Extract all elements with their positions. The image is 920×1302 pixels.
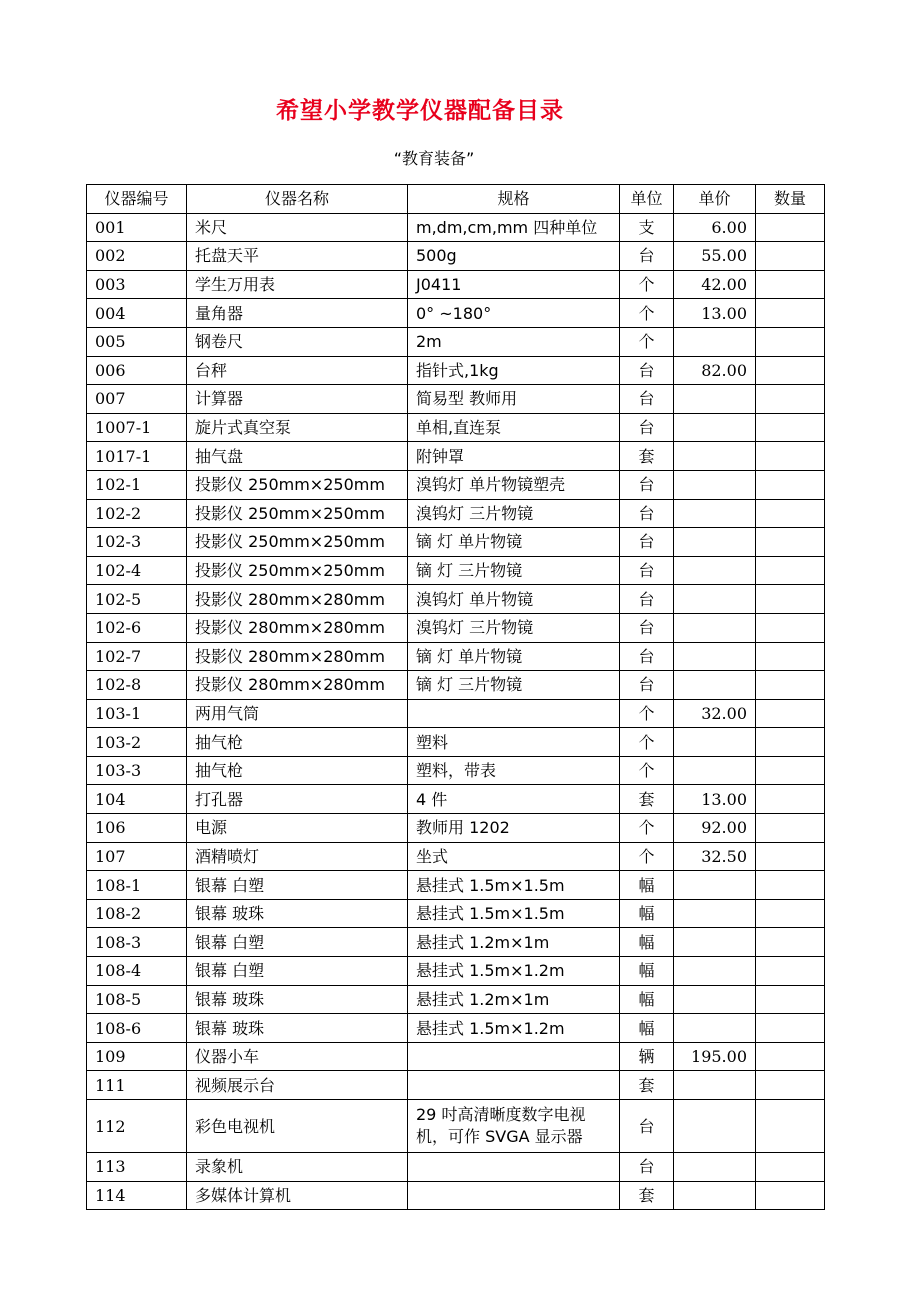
cell-price: 32.00	[674, 699, 756, 728]
cell-unit: 套	[620, 1071, 674, 1100]
cell-spec: 29 吋高清晰度数字电视机，可作 SVGA 显示器	[408, 1100, 620, 1153]
header-price: 单价	[674, 185, 756, 214]
table-row	[87, 327, 825, 356]
cell-price: 195.00	[674, 1042, 756, 1071]
table-row	[87, 585, 825, 614]
cell-spec: 镝 灯 三片物镜	[408, 671, 620, 700]
header-qty: 数量	[756, 185, 825, 214]
cell-unit: 个	[620, 728, 674, 757]
cell-unit: 台	[620, 470, 674, 499]
cell-price	[674, 327, 756, 356]
table-row	[87, 299, 825, 328]
cell-name: 两用气筒	[187, 699, 408, 728]
cell-code: 107	[87, 842, 187, 871]
cell-qty	[756, 671, 825, 700]
cell-unit: 台	[620, 385, 674, 414]
cell-price	[674, 585, 756, 614]
cell-spec: 悬挂式 1.5m×1.5m	[408, 899, 620, 928]
cell-code: 108-2	[87, 899, 187, 928]
cell-qty	[756, 1042, 825, 1071]
cell-spec: 指针式,1kg	[408, 356, 620, 385]
cell-price: 92.00	[674, 814, 756, 843]
cell-price	[674, 613, 756, 642]
table-row	[87, 699, 825, 728]
cell-code: 004	[87, 299, 187, 328]
cell-qty	[756, 699, 825, 728]
table-row	[87, 814, 825, 843]
cell-spec: 简易型 教师用	[408, 385, 620, 414]
cell-name: 电源	[187, 814, 408, 843]
cell-code: 007	[87, 385, 187, 414]
cell-code: 109	[87, 1042, 187, 1071]
cell-spec	[408, 1071, 620, 1100]
table-row	[87, 442, 825, 471]
cell-name: 学生万用表	[187, 270, 408, 299]
cell-qty	[756, 1100, 825, 1153]
table-row	[87, 499, 825, 528]
cell-price	[674, 899, 756, 928]
cell-price	[674, 957, 756, 986]
cell-code: 1017-1	[87, 442, 187, 471]
table-row	[87, 1014, 825, 1043]
cell-name: 投影仪 280mm×280mm	[187, 671, 408, 700]
cell-unit: 幅	[620, 928, 674, 957]
cell-unit: 台	[620, 642, 674, 671]
cell-spec: 塑料，带表	[408, 756, 620, 785]
cell-name: 托盘天平	[187, 242, 408, 271]
cell-name: 视频展示台	[187, 1071, 408, 1100]
cell-price	[674, 442, 756, 471]
table-row	[87, 413, 825, 442]
cell-code: 108-3	[87, 928, 187, 957]
cell-qty	[756, 613, 825, 642]
cell-unit: 幅	[620, 957, 674, 986]
cell-unit: 台	[620, 413, 674, 442]
cell-unit: 个	[620, 699, 674, 728]
cell-code: 102-7	[87, 642, 187, 671]
cell-name: 钢卷尺	[187, 327, 408, 356]
cell-spec: 坐式	[408, 842, 620, 871]
cell-code: 108-4	[87, 957, 187, 986]
cell-code: 108-1	[87, 871, 187, 900]
page-title: 希望小学教学仪器配备目录	[276, 98, 564, 124]
cell-spec: 悬挂式 1.2m×1m	[408, 985, 620, 1014]
table-row	[87, 928, 825, 957]
table-row	[87, 756, 825, 785]
cell-code: 102-4	[87, 556, 187, 585]
cell-unit: 台	[620, 356, 674, 385]
cell-qty	[756, 299, 825, 328]
cell-spec: 500g	[408, 242, 620, 271]
cell-price	[674, 413, 756, 442]
table-row	[87, 385, 825, 414]
cell-qty	[756, 642, 825, 671]
cell-spec: 镝 灯 三片物镜	[408, 556, 620, 585]
table-row	[87, 985, 825, 1014]
cell-qty	[756, 1014, 825, 1043]
cell-unit: 台	[620, 585, 674, 614]
cell-price	[674, 985, 756, 1014]
table-row	[87, 671, 825, 700]
cell-name: 银幕 玻珠	[187, 1014, 408, 1043]
cell-qty	[756, 785, 825, 814]
cell-code: 104	[87, 785, 187, 814]
cell-qty	[756, 899, 825, 928]
equipment-table	[86, 184, 825, 1210]
cell-code: 108-6	[87, 1014, 187, 1043]
table-row	[87, 871, 825, 900]
cell-spec: 悬挂式 1.2m×1m	[408, 928, 620, 957]
cell-unit: 支	[620, 213, 674, 242]
table-row	[87, 356, 825, 385]
table-row	[87, 1071, 825, 1100]
cell-name: 量角器	[187, 299, 408, 328]
cell-spec: 溴钨灯 单片物镜塑壳	[408, 470, 620, 499]
table-row	[87, 613, 825, 642]
cell-spec: 教师用 1202	[408, 814, 620, 843]
cell-name: 投影仪 250mm×250mm	[187, 499, 408, 528]
cell-code: 102-8	[87, 671, 187, 700]
cell-unit: 套	[620, 785, 674, 814]
cell-price: 32.50	[674, 842, 756, 871]
cell-price	[674, 470, 756, 499]
cell-qty	[756, 957, 825, 986]
table-row	[87, 270, 825, 299]
table-row	[87, 785, 825, 814]
cell-code: 103-2	[87, 728, 187, 757]
cell-qty	[756, 270, 825, 299]
cell-price: 6.00	[674, 213, 756, 242]
cell-price	[674, 756, 756, 785]
table-row	[87, 899, 825, 928]
cell-price	[674, 671, 756, 700]
cell-qty	[756, 242, 825, 271]
cell-unit: 幅	[620, 985, 674, 1014]
cell-unit: 台	[620, 556, 674, 585]
cell-qty	[756, 528, 825, 557]
cell-unit: 幅	[620, 871, 674, 900]
cell-spec: 0° ~180°	[408, 299, 620, 328]
table-row	[87, 1100, 825, 1153]
cell-price	[674, 1153, 756, 1182]
cell-code: 003	[87, 270, 187, 299]
cell-price: 42.00	[674, 270, 756, 299]
cell-spec: 塑料	[408, 728, 620, 757]
header-code: 仪器编号	[87, 185, 187, 214]
cell-qty	[756, 756, 825, 785]
cell-name: 投影仪 250mm×250mm	[187, 556, 408, 585]
cell-code: 103-3	[87, 756, 187, 785]
table-row	[87, 213, 825, 242]
table-row	[87, 528, 825, 557]
cell-name: 打孔器	[187, 785, 408, 814]
table-body	[87, 213, 825, 1210]
cell-code: 006	[87, 356, 187, 385]
cell-code: 113	[87, 1153, 187, 1182]
table-row	[87, 470, 825, 499]
table-row	[87, 1153, 825, 1182]
cell-name: 仪器小车	[187, 1042, 408, 1071]
cell-name: 台秤	[187, 356, 408, 385]
cell-spec: 附钟罩	[408, 442, 620, 471]
table-row	[87, 642, 825, 671]
cell-unit: 台	[620, 242, 674, 271]
cell-unit: 套	[620, 1181, 674, 1210]
cell-code: 111	[87, 1071, 187, 1100]
cell-qty	[756, 470, 825, 499]
table-row	[87, 957, 825, 986]
cell-unit: 个	[620, 842, 674, 871]
cell-spec: 悬挂式 1.5m×1.2m	[408, 957, 620, 986]
cell-code: 102-2	[87, 499, 187, 528]
cell-code: 002	[87, 242, 187, 271]
header-unit: 单位	[620, 185, 674, 214]
cell-unit: 个	[620, 756, 674, 785]
cell-name: 投影仪 280mm×280mm	[187, 642, 408, 671]
table-row	[87, 842, 825, 871]
cell-qty	[756, 985, 825, 1014]
cell-price	[674, 642, 756, 671]
cell-name: 旋片式真空泵	[187, 413, 408, 442]
cell-unit: 台	[620, 1153, 674, 1182]
cell-qty	[756, 1153, 825, 1182]
page-subtitle: “教育装备”	[393, 149, 475, 168]
cell-price	[674, 556, 756, 585]
table-row	[87, 1042, 825, 1071]
header-name: 仪器名称	[187, 185, 408, 214]
table-row	[87, 728, 825, 757]
cell-price: 13.00	[674, 299, 756, 328]
cell-unit: 个	[620, 270, 674, 299]
cell-spec: 2m	[408, 327, 620, 356]
cell-qty	[756, 442, 825, 471]
cell-code: 102-6	[87, 613, 187, 642]
cell-spec: 悬挂式 1.5m×1.2m	[408, 1014, 620, 1043]
cell-name: 计算器	[187, 385, 408, 414]
cell-qty	[756, 1071, 825, 1100]
cell-qty	[756, 1181, 825, 1210]
cell-price: 82.00	[674, 356, 756, 385]
cell-spec	[408, 1042, 620, 1071]
cell-price	[674, 385, 756, 414]
cell-spec: 4 件	[408, 785, 620, 814]
cell-code: 112	[87, 1100, 187, 1153]
cell-name: 彩色电视机	[187, 1100, 408, 1153]
cell-name: 投影仪 250mm×250mm	[187, 528, 408, 557]
cell-price	[674, 1181, 756, 1210]
cell-name: 抽气枪	[187, 756, 408, 785]
cell-unit: 个	[620, 327, 674, 356]
cell-qty	[756, 871, 825, 900]
cell-unit: 台	[620, 528, 674, 557]
cell-name: 银幕 白塑	[187, 871, 408, 900]
cell-name: 银幕 白塑	[187, 928, 408, 957]
cell-price	[674, 928, 756, 957]
cell-unit: 台	[620, 613, 674, 642]
cell-code: 001	[87, 213, 187, 242]
cell-name: 投影仪 250mm×250mm	[187, 470, 408, 499]
cell-spec: 镝 灯 单片物镜	[408, 528, 620, 557]
cell-spec: 溴钨灯 单片物镜	[408, 585, 620, 614]
cell-code: 102-3	[87, 528, 187, 557]
cell-price: 13.00	[674, 785, 756, 814]
cell-spec	[408, 1153, 620, 1182]
cell-qty	[756, 842, 825, 871]
cell-code: 102-1	[87, 470, 187, 499]
table-header-row	[87, 185, 825, 214]
cell-unit: 台	[620, 1100, 674, 1153]
cell-qty	[756, 499, 825, 528]
cell-code: 106	[87, 814, 187, 843]
cell-name: 酒精喷灯	[187, 842, 408, 871]
cell-qty	[756, 213, 825, 242]
cell-qty	[756, 556, 825, 585]
table-row	[87, 1181, 825, 1210]
cell-name: 银幕 玻珠	[187, 899, 408, 928]
cell-spec: 溴钨灯 三片物镜	[408, 499, 620, 528]
table-row	[87, 556, 825, 585]
cell-price	[674, 499, 756, 528]
cell-name: 米尺	[187, 213, 408, 242]
cell-price	[674, 728, 756, 757]
cell-name: 银幕 白塑	[187, 957, 408, 986]
cell-qty	[756, 385, 825, 414]
table-row	[87, 242, 825, 271]
cell-spec	[408, 699, 620, 728]
cell-qty	[756, 814, 825, 843]
cell-spec	[408, 1181, 620, 1210]
cell-code: 114	[87, 1181, 187, 1210]
cell-qty	[756, 327, 825, 356]
cell-unit: 台	[620, 499, 674, 528]
cell-code: 108-5	[87, 985, 187, 1014]
cell-qty	[756, 928, 825, 957]
cell-unit: 幅	[620, 899, 674, 928]
cell-unit: 套	[620, 442, 674, 471]
cell-spec: 单相,直连泵	[408, 413, 620, 442]
cell-price	[674, 1071, 756, 1100]
header-spec: 规格	[408, 185, 620, 214]
cell-spec: 溴钨灯 三片物镜	[408, 613, 620, 642]
cell-spec: J0411	[408, 270, 620, 299]
cell-unit: 个	[620, 814, 674, 843]
cell-unit: 辆	[620, 1042, 674, 1071]
cell-price	[674, 528, 756, 557]
cell-code: 102-5	[87, 585, 187, 614]
cell-name: 银幕 玻珠	[187, 985, 408, 1014]
cell-price	[674, 1014, 756, 1043]
cell-name: 投影仪 280mm×280mm	[187, 613, 408, 642]
cell-name: 抽气盘	[187, 442, 408, 471]
cell-spec: 镝 灯 单片物镜	[408, 642, 620, 671]
cell-spec: 悬挂式 1.5m×1.5m	[408, 871, 620, 900]
cell-qty	[756, 728, 825, 757]
cell-code: 005	[87, 327, 187, 356]
cell-price: 55.00	[674, 242, 756, 271]
cell-qty	[756, 585, 825, 614]
cell-code: 1007-1	[87, 413, 187, 442]
cell-code: 103-1	[87, 699, 187, 728]
cell-spec: m,dm,cm,mm 四种单位	[408, 213, 620, 242]
cell-price	[674, 1100, 756, 1153]
cell-qty	[756, 356, 825, 385]
cell-unit: 幅	[620, 1014, 674, 1043]
cell-unit: 个	[620, 299, 674, 328]
cell-name: 投影仪 280mm×280mm	[187, 585, 408, 614]
cell-name: 多媒体计算机	[187, 1181, 408, 1210]
cell-name: 录象机	[187, 1153, 408, 1182]
cell-price	[674, 871, 756, 900]
cell-qty	[756, 413, 825, 442]
cell-name: 抽气枪	[187, 728, 408, 757]
cell-unit: 台	[620, 671, 674, 700]
